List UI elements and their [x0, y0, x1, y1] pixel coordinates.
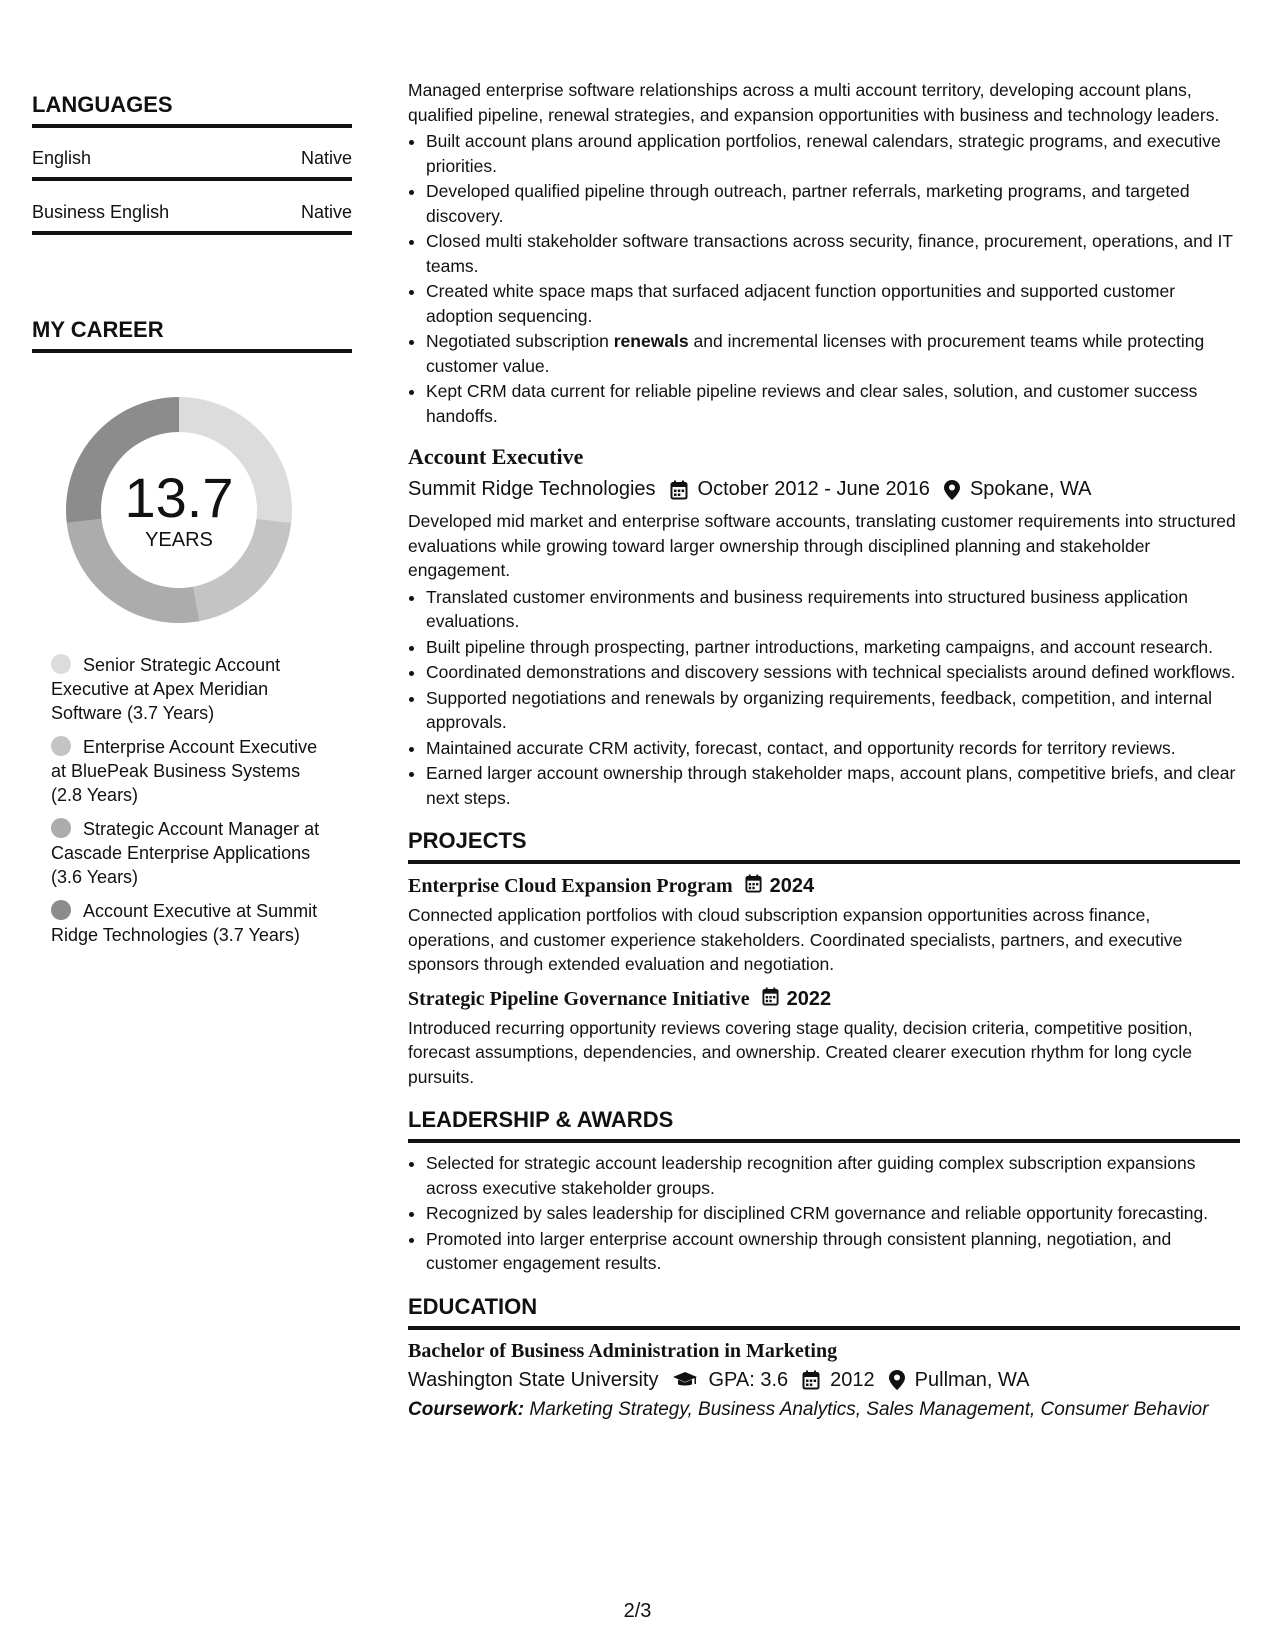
calendar-icon	[802, 1370, 820, 1390]
school-name: Washington State University	[408, 1368, 659, 1391]
career-section	[32, 317, 352, 947]
calendar-icon	[670, 480, 688, 500]
bullet-item: • Created white space maps that surfaced adjacent function opportunities and supported customer adoption sequencing.	[426, 279, 1240, 328]
language-level: Native	[300, 202, 352, 222]
bullet-item: • Supported negotiations and renewals by organizing requirements, feedback, competition, and internal approvals.	[426, 686, 1240, 735]
career-total: 13.7	[124, 466, 234, 529]
legend-dot	[51, 900, 71, 920]
awards-bullets	[408, 1151, 1240, 1276]
degree-title: Bachelor of Business Administration in Marketing	[408, 1339, 838, 1362]
left-column	[32, 92, 352, 957]
bullet-item: • Built pipeline through prospecting, partner introductions, marketing campaigns, and account research.	[426, 635, 1240, 660]
graduation-cap-icon	[672, 1371, 698, 1389]
coursework	[408, 1398, 1240, 1422]
prev-job-summary: Managed enterprise software relationships across a multi account territory, developing account plans, qualified pipeline, renewal strategies, and expansion opportunities with business and technology leaders.	[408, 80, 1220, 125]
graduation-year: 2012	[830, 1368, 875, 1391]
languages-section	[32, 92, 352, 235]
gpa: GPA: 3.6	[708, 1368, 789, 1391]
project-header	[408, 987, 1240, 1012]
bullet-item: • Recognized by sales leadership for disciplined CRM governance and reliable opportunity forecasting.	[426, 1201, 1240, 1226]
languages-title: LANGUAGES	[32, 92, 352, 128]
job-title: Account Executive	[408, 444, 584, 469]
career-donut-chart	[66, 397, 292, 623]
job-location: Spokane, WA	[969, 478, 1092, 500]
job-dates: October 2012 - June 2016	[697, 478, 930, 500]
education-section	[408, 1294, 1240, 1422]
job-meta	[408, 478, 1240, 501]
bullet-item: • Built account plans around application portfolios, renewal calendars, strategic programs, and executive priorities.	[426, 129, 1240, 178]
project-item	[408, 987, 1240, 1090]
project-description: Connected application portfolios with cloud subscription expansion opportunities across finance, operations, and customer experience stakeholders. Coordinated specialists, partners, and executive sponsors through extended evaluation and negotiation.	[408, 905, 1183, 974]
job-bullets	[408, 585, 1240, 811]
language-row	[32, 128, 352, 181]
projects-title: PROJECTS	[408, 828, 1240, 864]
bullet-item: • Maintained accurate CRM activity, forecast, contact, and opportunity records for territory reviews.	[426, 736, 1240, 761]
bullet-item	[426, 329, 1240, 378]
awards-section	[408, 1107, 1240, 1276]
project-name: Strategic Pipeline Governance Initiative	[408, 987, 750, 1010]
language-level: Native	[300, 148, 352, 168]
project-year: 2024	[769, 875, 815, 897]
calendar-icon	[762, 987, 779, 1012]
project-year: 2022	[786, 987, 832, 1010]
legend-label: Senior Strategic Account Executive at Apex Meridian Software (3.7 Years)	[51, 655, 281, 723]
map-pin-icon	[889, 1370, 905, 1390]
legend-label: Account Executive at Summit Ridge Technologies (3.7 Years)	[51, 901, 318, 945]
project-header	[408, 874, 1240, 899]
coursework-label: Coursework:	[408, 1398, 525, 1420]
career-unit: YEARS	[145, 529, 213, 551]
language-row	[32, 181, 352, 235]
bullet-item: • Kept CRM data current for reliable pipeline reviews and clear sales, solution, and customer success handoffs.	[426, 379, 1240, 428]
legend-item	[51, 817, 331, 889]
page-number: 2/3	[623, 1600, 652, 1622]
bullet-item: • Earned larger account ownership through stakeholder maps, account plans, competitive briefs, and clear next steps.	[426, 761, 1240, 810]
legend-dot	[51, 654, 71, 674]
school-location: Pullman, WA	[914, 1368, 1030, 1391]
bullet-text: and incremental licenses with procurement teams while protecting customer value.	[426, 331, 1205, 376]
project-item	[408, 874, 1240, 977]
legend-label: Strategic Account Manager at Cascade Enterprise Applications (3.6 Years)	[51, 819, 320, 887]
bullet-bold-text: renewals	[613, 331, 689, 351]
education-meta	[408, 1369, 1240, 1392]
language-name: Business English	[32, 202, 170, 222]
right-column	[408, 78, 1240, 1422]
job-company: Summit Ridge Technologies	[408, 478, 656, 500]
map-pin-icon	[944, 480, 960, 500]
bullet-item: • Translated customer environments and business requirements into structured business application evaluations.	[426, 585, 1240, 634]
legend-item	[51, 735, 331, 807]
legend-dot	[51, 736, 71, 756]
bullet-text: Negotiated subscription	[426, 331, 614, 351]
prev-job-bullets	[408, 129, 1240, 428]
legend-item	[51, 653, 331, 725]
bullet-item: • Developed qualified pipeline through outreach, partner referrals, marketing programs, and targeted discovery.	[426, 179, 1240, 228]
job-entry	[408, 444, 1240, 810]
projects-section	[408, 828, 1240, 1089]
legend-label: Enterprise Account Executive at BluePeak Business Systems (2.8 Years)	[51, 737, 318, 805]
job-summary: Developed mid market and enterprise software accounts, translating customer requirements into structured evaluations while growing toward larger ownership through disciplined planning and stakeholder engagement.	[408, 511, 1236, 580]
bullet-item: • Selected for strategic account leadership recognition after guiding complex subscription expansions across executive stakeholder groups.	[426, 1151, 1240, 1200]
donut-center	[66, 466, 292, 552]
legend-item	[51, 899, 331, 947]
language-name: English	[32, 148, 92, 168]
education-title: EDUCATION	[408, 1294, 1240, 1330]
project-description: Introduced recurring opportunity reviews covering stage quality, decision criteria, competitive position, forecast assumptions, dependencies, and ownership. Created clearer execution rhythm for long cycle pursuits.	[408, 1017, 1193, 1087]
coursework-list: Marketing Strategy, Business Analytics, Sales Management, Consumer Behavior	[524, 1398, 1209, 1420]
awards-title: LEADERSHIP & AWARDS	[408, 1107, 1240, 1143]
project-name: Enterprise Cloud Expansion Program	[408, 875, 733, 897]
bullet-item: • Closed multi stakeholder software transactions across security, finance, procurement, operations, and IT teams.	[426, 229, 1240, 278]
bullet-item: • Promoted into larger enterprise account ownership through consistent planning, negotiation, and customer engagement results.	[426, 1227, 1240, 1276]
calendar-icon	[745, 874, 762, 899]
bullet-item: • Coordinated demonstrations and discovery sessions with technical specialists around defined workflows.	[426, 660, 1240, 685]
legend-dot	[51, 818, 71, 838]
career-legend	[51, 653, 331, 947]
career-title: MY CAREER	[32, 317, 352, 353]
